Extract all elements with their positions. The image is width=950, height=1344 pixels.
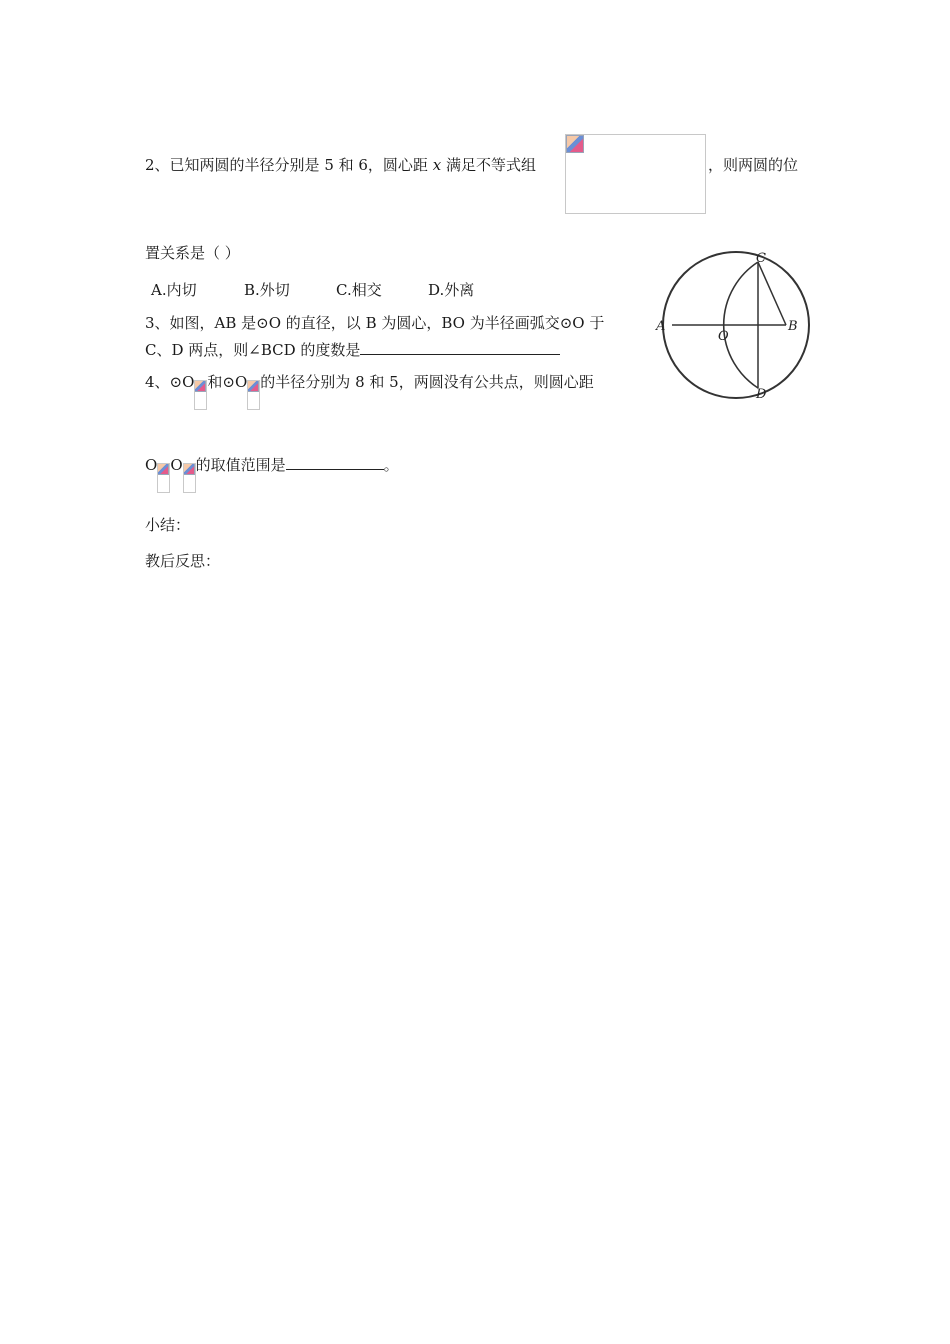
q2-line1 — [145, 155, 536, 175]
subscript-2-image — [183, 457, 196, 475]
option-d: D.外离 — [428, 281, 475, 299]
q4-o1: O — [145, 456, 158, 474]
subscript-2-image — [247, 374, 260, 392]
option-c: C.相交 — [336, 281, 382, 299]
q3-text-2: C、D 两点，则∠BCD 的度数是 — [145, 341, 361, 359]
q2-options — [151, 280, 474, 300]
q2-var-x: x — [432, 156, 442, 174]
q3-text-1: 3、如图，AB 是⊙O 的直径，以 B 为圆心，BO 为半径画弧交⊙O 于 — [145, 314, 605, 332]
inequality-image-placeholder — [565, 134, 706, 214]
q2-text-c: ，则两圆的位 — [708, 156, 799, 174]
q2-line1-end — [708, 155, 798, 175]
q4-line1 — [145, 372, 594, 392]
label-a: A — [656, 319, 666, 334]
q4-line2 — [145, 455, 399, 475]
option-a: A.内切 — [151, 281, 197, 299]
q3-line2 — [145, 340, 560, 360]
q2-question-end: 置关系是（ ） — [145, 244, 240, 262]
q4-text-b: 和⊙O — [207, 373, 248, 391]
q4-text-c: 的半径分别为 8 和 5，两圆没有公共点，则圆心距 — [260, 373, 594, 391]
segment-cb — [758, 262, 786, 325]
label-b: B — [788, 319, 798, 334]
q4-text-range: 的取值范围是 — [195, 456, 286, 474]
q3-line1 — [145, 313, 604, 333]
q4-o2: O — [170, 456, 183, 474]
broken-image-icon — [566, 135, 584, 153]
option-b: B.外切 — [244, 281, 290, 299]
q2-line2 — [145, 243, 240, 263]
subscript-1-image — [157, 457, 170, 475]
subscript-1-image — [194, 374, 207, 392]
label-d: D — [756, 387, 767, 402]
summary-label: 小结： — [145, 516, 191, 534]
q4-answer-blank — [286, 455, 384, 470]
q4-text-a: 4、⊙O — [145, 373, 195, 391]
label-o: O — [718, 329, 729, 344]
reflection-label: 教后反思： — [145, 552, 221, 570]
q2-text-a: 2、已知两圆的半径分别是 5 和 6，圆心距 — [145, 156, 433, 174]
q3-answer-blank — [360, 340, 560, 355]
geometry-figure — [650, 248, 810, 408]
q4-period: 。 — [383, 456, 399, 474]
q2-text-b: 满足不等式组 — [441, 156, 536, 174]
label-c: C — [756, 251, 766, 266]
